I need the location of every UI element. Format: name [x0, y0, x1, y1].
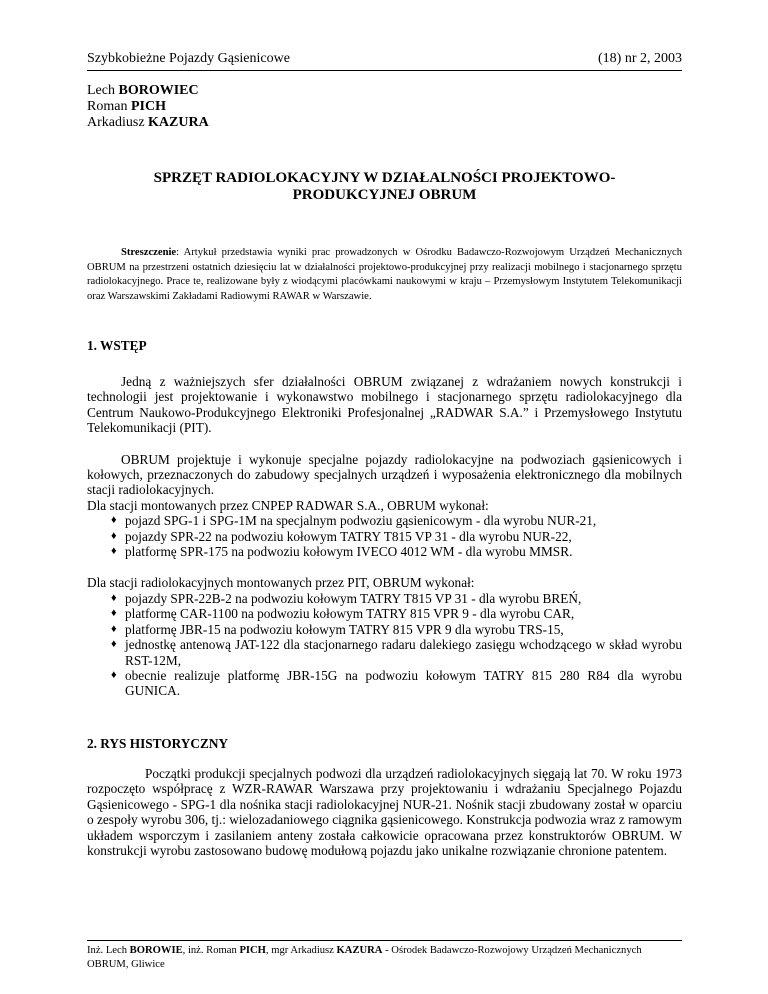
list-item: ♦ platformę SPR-175 na podwoziu kołowym IVECO 4012 WM - dla wyrobu MMSR. [111, 544, 573, 560]
header-divider [87, 70, 682, 71]
list-item: ♦ pojazdy SPR-22B-2 na podwoziu kołowym TATRY T815 VP 31 - dla wyrobu BREŃ, [111, 590, 582, 606]
bullet-icon: ♦ [111, 607, 117, 620]
abstract-label: Streszczenie [121, 247, 177, 258]
pit-list [87, 591, 682, 699]
bullet-icon: ♦ [111, 514, 117, 527]
bullet-icon: ♦ [111, 638, 117, 651]
bullet-icon: ♦ [111, 668, 117, 681]
journal-name: Szybkobieżne Pojazdy Gąsienicowe [87, 51, 290, 66]
footnote: Inż. Lech BOROWIE, inż. Roman PICH, mgr Arkadiusz KAZURA - Ośrodek Badawczo-Rozwojowy Urządzeń Mechanicznych OBRUM, Gliwice [87, 945, 642, 970]
list-intro: Dla stacji montowanych przez CNPEP RADWAR S.A., OBRUM wykonał: [87, 497, 489, 513]
paragraph: Początki produkcji specjalnych podwozi dla urządzeń radiolokacyjnych sięgają lat 70. W roku 1973 rozpoczęto współpracę z WZR-RAWAR Warszawa przy projektowaniu i wdrażaniu Specjalnego Pojazdu Gąsienicowego - SPG-1 dla nośnika stacji radiolokacyjnej NUR-21. Nośnik stacji zbudowany został w oparciu o zespoły wyrobu 306, tj.: wielozadaniowego ciągnika gąsienicowego. Konstrukcja podwozia wraz z ramowym układem wsporczym i zasilaniem anteny została całkowicie opracowana przez konstruktorów OBRUM. W konstrukcji wyrobu zastosowano budowę modułową pojazdu jako unikalne rozwiązanie chronione patentem. [87, 766, 682, 859]
list-item: ♦ obecnie realizuje platformę JBR-15G na podwoziu kołowym TATRY 815 280 R84 dla wyrobu GUNICA. [111, 667, 682, 699]
radwar-list [87, 513, 682, 559]
author: Roman PICH [87, 99, 166, 115]
paragraph: Jedną z ważniejszych sfer działalności OBRUM związanej z wdrażaniem nowych konstrukcji i technologii jest projektowanie i wykonawstwo mobilnego i stacjonarnego sprzętu radiolokacyjnego dla Centrum Naukowo-Produkcyjnego Elektroniki Profesjonalnej „RADWAR S.A.” i Przemysłowego Instytutu Telekomunikacji (PIT). [87, 374, 682, 436]
bullet-icon: ♦ [111, 545, 117, 558]
footnote-divider [87, 940, 682, 941]
list-item: ♦ jednostkę antenową JAT-122 dla stacjonarnego radaru dalekiego zasięgu wchodzącego w skład wyrobu RST-12M, [111, 637, 682, 668]
abstract [87, 246, 682, 304]
bullet-icon: ♦ [111, 591, 117, 604]
bullet-icon: ♦ [111, 529, 117, 542]
list-item: ♦ pojazdy SPR-22 na podwoziu kołowym TATRY T815 VP 31 - dla wyrobu NUR-22, [111, 528, 572, 544]
section-intro-body [87, 374, 682, 699]
author: Lech BOROWIEC [87, 83, 199, 98]
abstract-text: : Artykuł przedstawia wyniki prac prowadzonych w Ośrodku Badawczo-Rozwojowym Urządzeń Mechanicznych OBRUM na przestrzeni ostatnich dziesięciu lat w działalności projektowo-produkcyjnej przy realizacji mobilnego i stacjonarnego sprzętu radiolokacyjnego. Prace te, realizowane były z wiodącymi placówkami naukowymi w kraju – Przemysłowym Instytutem Telekomunikacji oraz Warszawskimi Zakładami Radiowymi RAWAR w Warszawie. [87, 247, 682, 302]
author-list [87, 83, 209, 132]
section-heading-intro: 1. WSTĘP [87, 338, 147, 353]
section-heading-history: 2. RYS HISTORYCZNY [87, 736, 229, 751]
section-history-body [87, 766, 682, 858]
issue-number: (18) nr 2, 2003 [598, 51, 682, 66]
running-header [87, 51, 682, 67]
list-item: ♦ platformę CAR-1100 na podwoziu kołowym TATRY 815 VPR 9 - dla wyrobu CAR, [111, 606, 575, 622]
paragraph: OBRUM projektuje i wykonuje specjalne pojazdy radiolokacyjne na podwoziach gąsienicowych i kołowych, przeznaczonych do zabudowy specjalnych urządzeń i wyposażenia elektronicznego dla mobilnych stacji radiolokacyjnych. [87, 451, 682, 498]
list-item: ♦ platformę JBR-15 na podwoziu kołowym TATRY 815 VPR 9 dla wyrobu TRS-15, [111, 621, 564, 637]
list-intro: Dla stacji radiolokacyjnych montowanych przez PIT, OBRUM wykonał: [87, 575, 475, 591]
author: Arkadiusz KAZURA [87, 115, 209, 131]
bullet-icon: ♦ [111, 622, 117, 635]
paper-title: SPRZĘT RADIOLOKACYJNY W DZIAŁALNOŚCI PROJEKTOWO- PRODUKCYJNEJ OBRUM [153, 170, 616, 203]
list-item: ♦ pojazd SPG-1 i SPG-1M na specjalnym podwoziu gąsienicowym - dla wyrobu NUR-21, [111, 513, 597, 529]
